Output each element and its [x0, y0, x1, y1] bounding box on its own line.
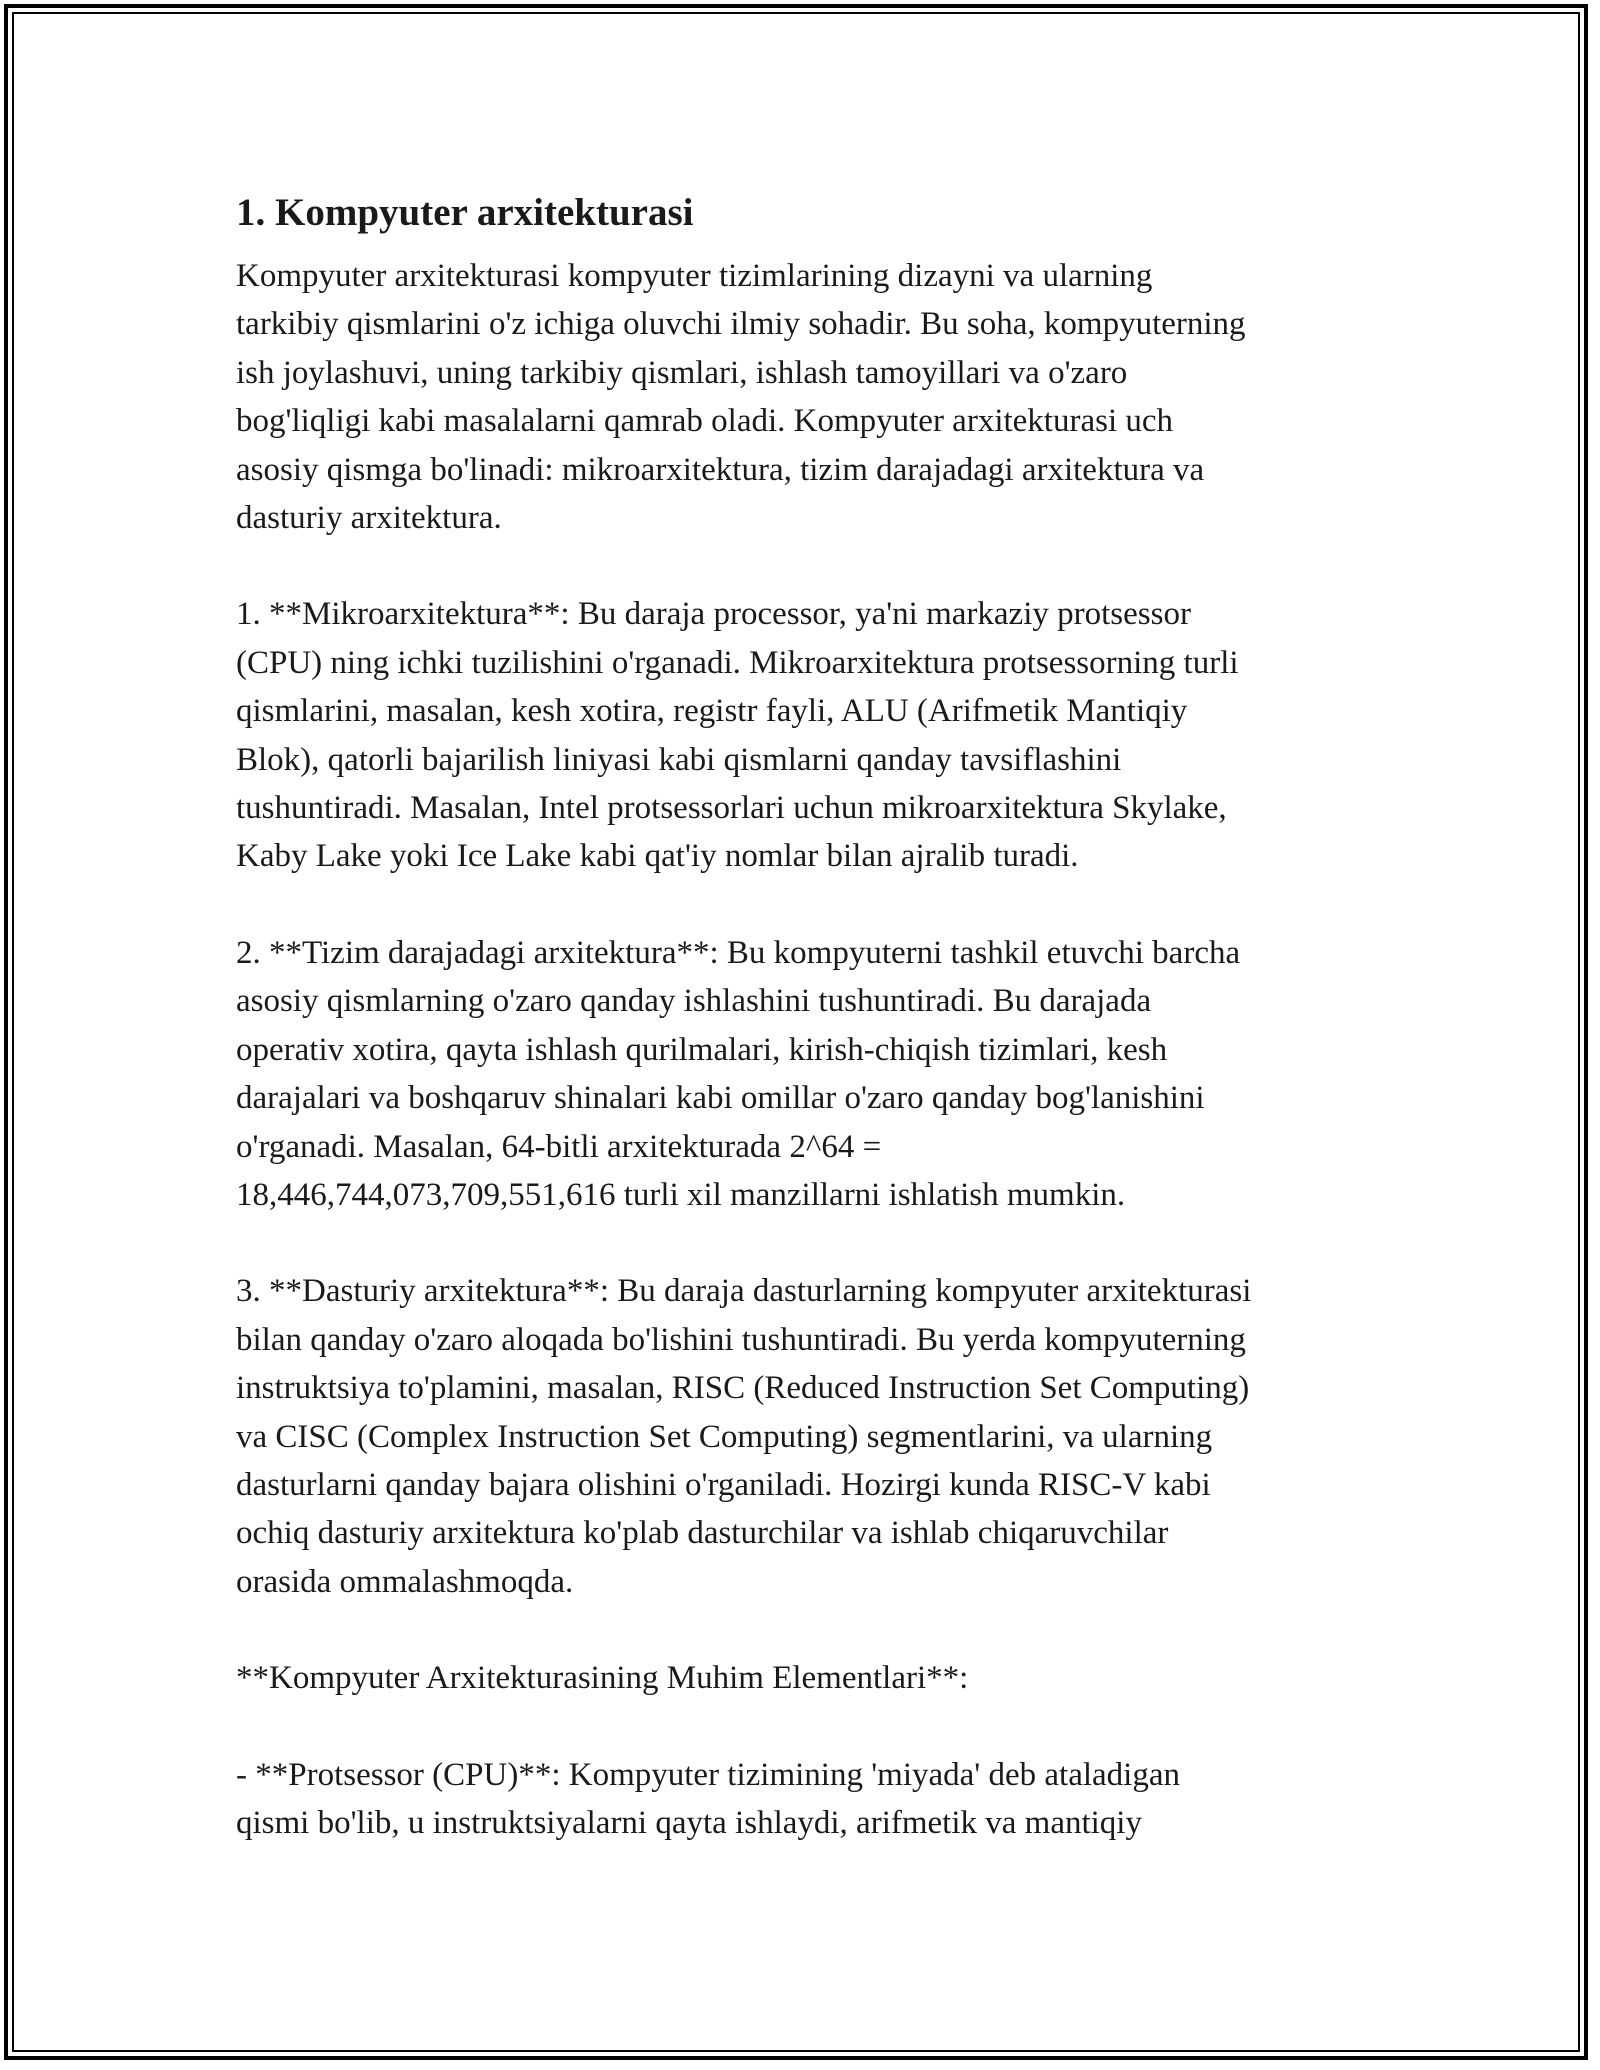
section-title: 1. Kompyuter arxitekturasi — [236, 191, 694, 234]
microarchitecture-paragraph: 1. **Mikroarxitektura**: Bu daraja processor, ya'ni markaziy protsessor (CPU) ning ichki tuzilishini o'rganadi. Mikroarxitektura protsessorning turli qismlarini, masalan, kesh xotira, registr fayli, ALU (Arifmetik Mantiqiy Blok), qatorli bajarilish liniyasi kabi qismlarni qanday tavsiflashini tushuntiradi. Masalan, Intel protsessorlari uchun mikroarxitektura Skylake, Kaby Lake yoki Ice Lake kabi qat'iy nomlar bilan ajralib turadi. — [236, 596, 1239, 875]
document-body — [236, 180, 1376, 1847]
intro-paragraph: Kompyuter arxitekturasi kompyuter tizimlarining dizayni va ularning tarkibiy qismlarini o'z ichiga oluvchi ilmiy sohadir. Bu soha, kompyuterning ish joylashuvi, uning tarkibiy qismlari, ishlash tamoyillari va o'zaro bog'liqligi kabi masalalarni qamrab oladi. Kompyuter arxitekturasi uch asosiy qismga bo'linadi: mikroarxitektura, tizim darajadagi arxitektura va dasturiy arxitektura. — [236, 258, 1246, 537]
system-architecture-paragraph: 2. **Tizim darajadagi arxitektura**: Bu kompyuterni tashkil etuvchi barcha asosiy qismlarning o'zaro qanday ishlashini tushuntiradi. Bu darajada operativ xotira, qayta ishlash qurilmalari, kirish-chiqish tizimlari, kesh darajalari va boshqaruv shinalari kabi omillar o'zaro qanday bog'lanishini o'rganadi. Masalan, 64-bitli arxitekturada 2^64 = 18,446,744,073,709,551,616 turli xil manzillarni ishlatish mumkin. — [236, 934, 1241, 1213]
cpu-list-item: - **Protsessor (CPU)**: Kompyuter tizimining 'miyada' deb ataladigan qismi bo'lib, u instruktsiyalarni qayta ishlaydi, arifmetik va mantiqiy — [236, 1756, 1180, 1841]
elements-heading: **Kompyuter Arxitekturasining Muhim Elementlari**: — [236, 1660, 969, 1697]
software-architecture-paragraph: 3. **Dasturiy arxitektura**: Bu daraja dasturlarning kompyuter arxitekturasi bilan qanday o'zaro aloqada bo'lishini tushuntiradi. Bu yerda kompyuterning instruktsiya to'plamini, masalan, RISC (Reduced Instruction Set Computing) va CISC (Complex Instruction Set Computing) segmentlarini, va ularning dasturlarni qanday bajara olishini o'rganiladi. Hozirgi kunda RISC-V kabi ochiq dasturiy arxitektura ko'plab dasturchilar va ishlab chiqaruvchilar orasida ommalashmoqda. — [236, 1273, 1252, 1600]
